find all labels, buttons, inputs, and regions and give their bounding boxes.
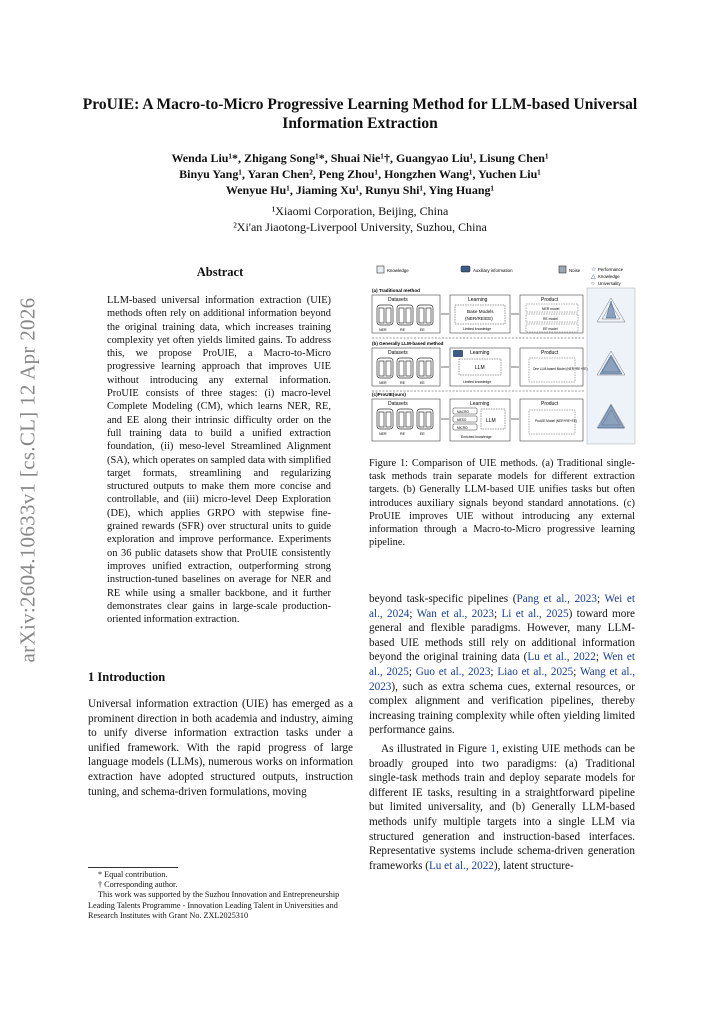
row-a-label: (a) Traditional method xyxy=(372,288,420,293)
citation-link[interactable]: Wei et al., 2024 xyxy=(369,593,635,620)
citation-link[interactable]: Pang et al., 2023 xyxy=(516,593,597,605)
ds-ner-a: NER xyxy=(379,328,387,332)
footnote-rule xyxy=(88,867,178,868)
svg-text:ProUIE Model (NER+RE+EE): ProUIE Model (NER+RE+EE) xyxy=(535,419,577,423)
svg-text:EE: EE xyxy=(420,432,425,436)
arxiv-stamp: arXiv:2604.10633v1 [cs.CL] 12 Apr 2026 xyxy=(15,297,40,663)
figure-ref-link[interactable]: 1 xyxy=(490,742,497,755)
paper-title: ProUIE: A Macro-to-Micro Progressive Learning Method for LLM-based Universal Information Extraction xyxy=(82,96,638,132)
row-b-label: (b) Generally LLM-based method xyxy=(372,341,444,346)
citation-link[interactable]: Guo et al., 2023 xyxy=(415,665,491,678)
svg-text:NER: NER xyxy=(379,381,387,385)
auxiliary-info-icon xyxy=(453,350,463,357)
abstract-body: LLM-based universal information extraction (UIE) methods often rely on additional information beyond the original training data, which increases training complexity yet often yields limited gains. To address this, we propose ProUIE, a Macro-to-Micro progressive learning approach that improves UIE without introducing any external information. ProUIE consists of three stages: (i) macro-level Complete Modeling (CM), which learns NER, RE, and EE along their intrinsic difficulty order on the full training data to build a unified extraction foundation, (ii) meso-level Streamlined Alignment (SA), which operates on sampled data with simplified target formats, streamlining and regularizing structured outputs to make them more concise and controllable, and (iii) micro-level Deep Exploration (DE), which applies GRPO with stepwise fine-grained rewards (SFR) over structural units to guide exploration and improve performance. Experiments on 36 public datasets show that ProUIE consistently improves unified extraction, outperforming strong instruction-tuned baselines on average for NER and RE while using a smaller backbone, and it further demonstrates clear gains in large-scale production-oriented information extraction. xyxy=(107,295,331,626)
abstract-heading: Abstract xyxy=(196,265,244,279)
right-column-text xyxy=(369,592,635,877)
base-models-label: Base Models xyxy=(467,309,494,314)
svg-text:Enriched knowledge: Enriched knowledge xyxy=(461,435,492,439)
legend-performance: Performance xyxy=(598,267,624,272)
circle-icon: ○ xyxy=(591,281,595,287)
svg-text:LLM: LLM xyxy=(486,418,496,424)
datasets-title: Datasets xyxy=(388,297,408,303)
author-list xyxy=(80,150,640,198)
footnotes xyxy=(88,870,353,921)
figure-1 xyxy=(369,262,637,446)
noise-legend-icon xyxy=(559,266,566,273)
ds-re-a: RE xyxy=(400,328,405,332)
legend-auxiliary: Auxiliary information xyxy=(473,268,513,273)
authors-line-1: Wenda Liu¹*, Zhigang Song¹*, Shuai Nie¹†, Guangyao Liu¹, Lisung Chen¹ xyxy=(171,151,549,165)
svg-text:NER: NER xyxy=(379,432,387,436)
figure-1-caption: Figure 1: Comparison of UIE methods. (a) Traditional single-task methods train separate models for different extraction targets. (b) Generally LLM-based UIE unifies tasks but often introduces auxiliary signals beyond standard annotations. (c) ProUIE improves UIE without introducing any external information through a Macro-to-Micro progressive learning pipeline. xyxy=(369,458,635,549)
section-heading-introduction: 1 Introduction xyxy=(88,670,166,684)
svg-text:LLM: LLM xyxy=(475,365,485,371)
authors-line-3: Wenyue Hu¹, Jiaming Xu¹, Runyu Shi¹, Ying Huang¹ xyxy=(225,183,495,197)
citation-link[interactable]: Liao et al., 2025 xyxy=(497,665,574,678)
citation-link[interactable]: Wan et al., 2023 xyxy=(416,607,495,620)
triangle-icon: △ xyxy=(591,274,596,280)
svg-text:MACRO: MACRO xyxy=(457,410,469,414)
citation-link[interactable]: Lu et al., 2022 xyxy=(428,859,494,872)
auxiliary-legend-icon xyxy=(461,266,470,272)
citation-link[interactable]: Wang et al., 2023 xyxy=(369,665,636,693)
legend-knowledge: Knowledge xyxy=(387,268,409,273)
ds-ee-a: EE xyxy=(420,328,425,332)
legend-universality: Universality xyxy=(598,281,621,286)
legend-knowledge-tri: Knowledge xyxy=(598,274,620,279)
svg-text:Learning: Learning xyxy=(470,401,490,407)
product-title: Product xyxy=(541,297,559,303)
learning-title: Learning xyxy=(468,297,488,303)
intro-paragraph-continued: beyond task-specific pipelines (Pang et al., 2023; Wei et al., 2024; Wan et al., 2023; Li et al., 2025) toward more general and flexible paradigms. However, many LLM-based UIE methods still rely on additional information beyond the original training data (Lu et al., 2022; Wen et al., 2025; Guo et al., 2023; Liao et al., 2025; Wang et al., 2023), such as extra schema cues, external resources, or complex alignment and verification pipelines, thereby increasing training complexity while often yielding limited performance gains. xyxy=(369,593,636,737)
affiliations xyxy=(80,203,640,235)
svg-text:Datasets: Datasets xyxy=(388,350,408,356)
citation-link[interactable]: Wen et al., 2025 xyxy=(369,651,635,678)
limited-knowledge-a: Limited knowledge xyxy=(463,327,492,331)
svg-text:RE: RE xyxy=(400,432,405,436)
star-icon: ☆ xyxy=(591,267,597,273)
citation-link[interactable]: Li et al., 2025 xyxy=(501,607,569,620)
affiliation-1: ¹Xiaomi Corporation, Beijing, China xyxy=(271,204,449,218)
footnote-corresponding-author: † Corresponding author. xyxy=(98,880,178,890)
svg-text:Product: Product xyxy=(541,350,559,356)
svg-text:MESO: MESO xyxy=(457,418,467,422)
svg-text:RE model: RE model xyxy=(543,317,558,321)
svg-text:MICRO: MICRO xyxy=(457,426,468,430)
svg-text:NER model: NER model xyxy=(542,307,560,311)
svg-text:(NER/RE/EE): (NER/RE/EE) xyxy=(465,316,493,321)
row-c-label: (c)ProUIE(ours) xyxy=(372,392,406,397)
affiliation-2: ²Xi'an Jiaotong-Liverpool University, Suzhou, China xyxy=(233,220,487,234)
introduction-paragraph: Universal information extraction (UIE) has emerged as a prominent direction in both academia and industry, aiming to unify diverse information extraction tasks under a unified framework. With the rapid progress of large language models (LLMs), numerous works on information extraction have adopted structured outputs, instruction tuning, and schema-driven formulations, moving xyxy=(88,698,353,798)
svg-text:Product: Product xyxy=(541,401,559,407)
svg-text:EE model: EE model xyxy=(543,327,558,331)
knowledge-legend-icon xyxy=(377,266,384,273)
svg-text:Learning: Learning xyxy=(470,350,490,356)
footnote-funding: This work was supported by the Suzhou Innovation and Entrepreneurship Leading Talents Programme - Innovation Leading Talent in Universities and Research Institutes with Grant No. ZXL2025310 xyxy=(88,890,340,920)
intro-paragraph-figure-ref: As illustrated in Figure 1, existing UIE methods can be broadly grouped into two paradigms: (a) Traditional single-task methods train and deploy separate models for different IE tasks, resulting in a straightforward pipeline but limited universality, and (b) Generally LLM-based methods unify multiple targets into a single LLM via structured generation and instruction-based interfaces. Representative systems include schema-driven generation frameworks (Lu et al., 2022), latent structure- xyxy=(369,742,635,872)
svg-text:One LLM-based Model (NER+RE+EE: One LLM-based Model (NER+RE+EE) xyxy=(533,367,588,371)
svg-text:Datasets: Datasets xyxy=(388,401,408,407)
authors-line-2: Binyu Yang¹, Yaran Chen², Peng Zhou¹, Hongzhen Wang¹, Yuchen Liu¹ xyxy=(179,167,541,181)
legend-noise: Noise xyxy=(569,268,581,273)
svg-text:Limited knowledge: Limited knowledge xyxy=(463,380,492,384)
arxiv-sidebar xyxy=(8,270,48,690)
svg-text:EE: EE xyxy=(420,381,425,385)
footnote-equal-contribution: * Equal contribution. xyxy=(98,870,168,879)
citation-link[interactable]: Lu et al., 2022 xyxy=(527,651,596,664)
svg-text:RE: RE xyxy=(400,381,405,385)
